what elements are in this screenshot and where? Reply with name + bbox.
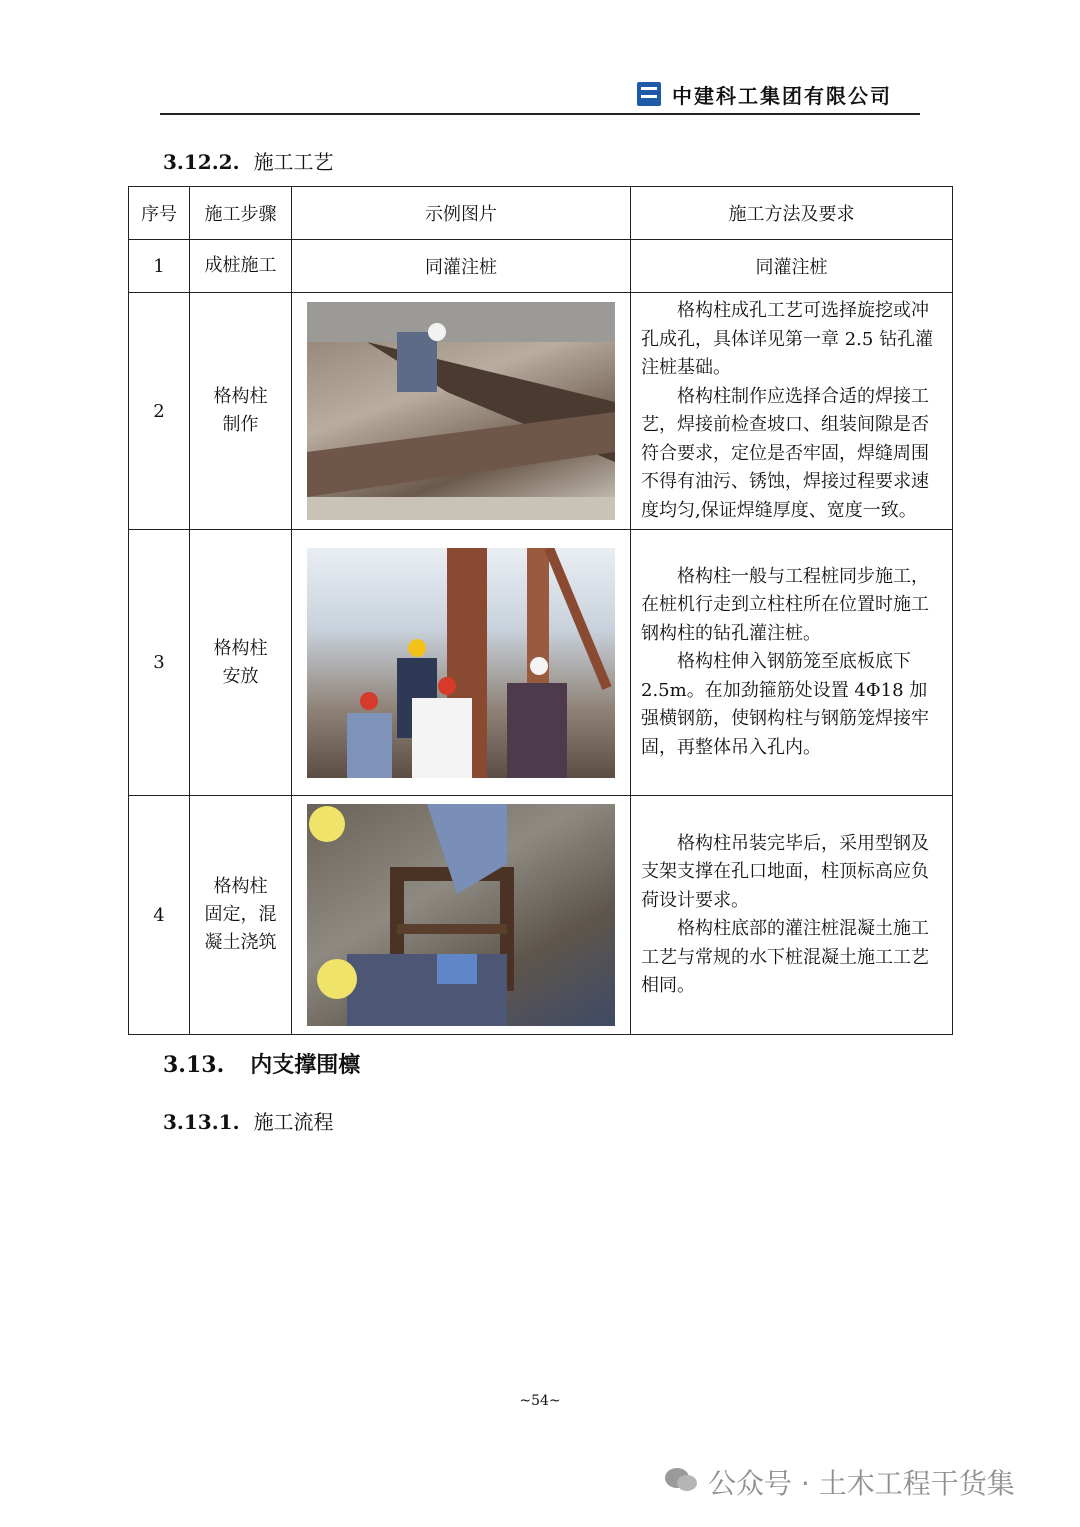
row-number: 3 bbox=[129, 530, 190, 796]
header-company-name: 中建科工集团有限公司 bbox=[672, 84, 892, 108]
row-method bbox=[631, 530, 953, 796]
rig-photo bbox=[307, 548, 615, 778]
step-line: 成桩施工 bbox=[204, 255, 277, 276]
header-cell-no: 序号 bbox=[129, 187, 190, 240]
method-paragraph: 格构柱制作应选择合适的焊接工艺，焊接前检查坡口、组装间隙是否符合要求，定位是否牢固，焊缝周围不得有油污、锈蚀，焊接过程要求速度均匀,保证焊缝厚度、宽度一致。 bbox=[641, 385, 929, 521]
section-heading-3-12-2 bbox=[163, 146, 334, 175]
page-number: ~54~ bbox=[519, 1393, 561, 1409]
header-cell-image: 示例图片 bbox=[292, 187, 631, 240]
row-step bbox=[190, 293, 292, 530]
header-rule bbox=[160, 113, 920, 115]
row-number: 4 bbox=[129, 796, 190, 1035]
fixing-photo bbox=[307, 804, 615, 1026]
row-method bbox=[631, 796, 953, 1035]
table-row bbox=[129, 796, 953, 1035]
step-line: 固定，混 bbox=[204, 904, 277, 925]
step-line: 安放 bbox=[222, 665, 259, 687]
table-row bbox=[129, 240, 953, 293]
row-method: 同灌注桩 bbox=[631, 240, 953, 293]
fixing-photo-illustration bbox=[307, 804, 615, 1026]
section-number: 3.13.1. bbox=[163, 1110, 240, 1134]
table-row bbox=[129, 530, 953, 796]
row-image bbox=[292, 796, 631, 1035]
row-step bbox=[190, 530, 292, 796]
section-title: 施工流程 bbox=[253, 1110, 334, 1134]
row-method bbox=[631, 293, 953, 530]
section-heading-3-13 bbox=[163, 1048, 360, 1079]
method-paragraph: 格构柱一般与工程桩同步施工，在桩机行走到立柱柱所在位置时施工钢构柱的钻孔灌注桩。 bbox=[641, 565, 929, 644]
method-paragraph: 格构柱底部的灌注桩混凝土施工工艺与常规的水下桩混凝土施工工艺相同。 bbox=[641, 918, 929, 996]
section-number: 3.13. bbox=[163, 1052, 225, 1078]
watermark-text: 公众号 · 土木工程干货集 bbox=[708, 1467, 1015, 1500]
table-row bbox=[129, 293, 953, 530]
step-line: 凝土浇筑 bbox=[204, 932, 277, 953]
header-cell-method: 施工方法及要求 bbox=[631, 187, 953, 240]
row-step bbox=[190, 796, 292, 1035]
step-line: 格构柱 bbox=[213, 876, 268, 897]
step-line: 制作 bbox=[222, 414, 259, 435]
welding-photo-illustration bbox=[307, 302, 615, 520]
section-title: 内支撑围檩 bbox=[250, 1052, 361, 1078]
table-header-row bbox=[129, 187, 953, 240]
construction-process-table bbox=[128, 186, 953, 1035]
wechat-icon bbox=[664, 1466, 698, 1494]
row-step bbox=[190, 240, 292, 293]
row-image-text: 同灌注桩 bbox=[292, 240, 631, 293]
company-logo-icon bbox=[637, 82, 661, 106]
method-paragraph: 格构柱伸入钢筋笼至底板底下 2.5m。在加劲箍筋处设置 4Φ18 加强横钢筋，使钢构柱与钢筋笼焊接牢固，再整体吊入孔内。 bbox=[641, 651, 929, 758]
row-image bbox=[292, 293, 631, 530]
row-number: 1 bbox=[129, 240, 190, 293]
section-number: 3.12.2. bbox=[163, 150, 240, 174]
section-title: 施工工艺 bbox=[253, 150, 334, 174]
method-paragraph: 格构柱成孔工艺可选择旋挖或冲孔成孔，具体详见第一章 2.5 钻孔灌注桩基础。 bbox=[641, 300, 934, 378]
row-number: 2 bbox=[129, 293, 190, 530]
method-paragraph: 格构柱吊装完毕后，采用型钢及支架支撑在孔口地面，柱顶标高应负荷设计要求。 bbox=[641, 832, 929, 911]
step-line: 格构柱 bbox=[213, 637, 268, 659]
header-cell-step: 施工步骤 bbox=[190, 187, 292, 240]
section-heading-3-13-1 bbox=[163, 1106, 334, 1135]
step-line: 格构柱 bbox=[213, 386, 268, 407]
row-image bbox=[292, 530, 631, 796]
rig-photo-illustration bbox=[307, 548, 615, 778]
welding-photo bbox=[307, 302, 615, 520]
